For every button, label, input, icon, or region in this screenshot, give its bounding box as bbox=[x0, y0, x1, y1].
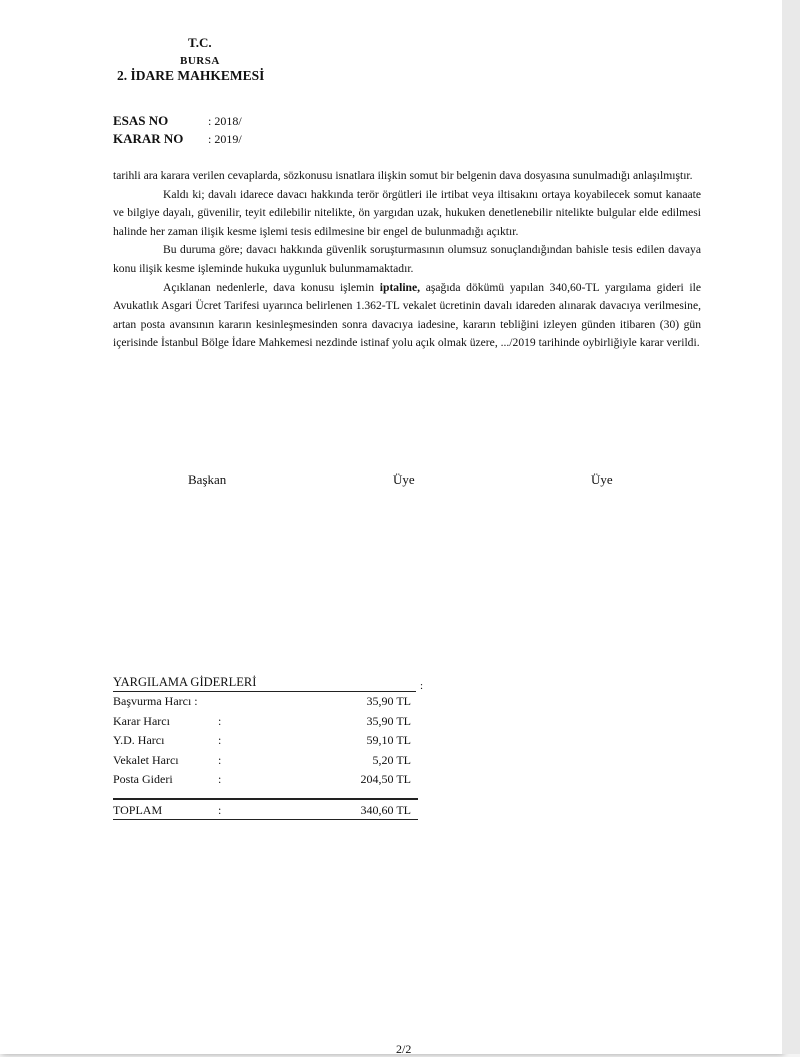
page-edge bbox=[782, 0, 800, 1054]
costs-title bbox=[113, 675, 423, 692]
cost-row bbox=[113, 692, 423, 712]
esas-no-line bbox=[113, 113, 242, 129]
header-city: BURSA bbox=[180, 55, 220, 67]
paragraph-4-bold: iptaline, bbox=[379, 280, 421, 294]
cost-label: Y.D. Harcı bbox=[113, 733, 165, 747]
costs-table bbox=[113, 675, 423, 820]
cost-separator: : bbox=[218, 733, 222, 747]
total-row bbox=[113, 801, 423, 819]
karar-no-line bbox=[113, 131, 242, 147]
cost-separator: : bbox=[218, 752, 222, 767]
cost-label: Vekalet Harcı bbox=[113, 752, 179, 767]
karar-no-value: : 2019/ bbox=[208, 132, 242, 146]
cost-row bbox=[113, 751, 423, 771]
cost-row bbox=[113, 731, 423, 751]
signature-uye-1: Üye bbox=[393, 472, 415, 487]
header-tc: T.C. bbox=[188, 35, 212, 50]
paragraph-4-part-b: aşağıda dökümü yapılan 340,60-TL yargılama gideri ile Avukatlık Asgari Ücret Tarifesi uyarınca belirlenen 1.362-TL vekalet ücretinin davalı idareden alınarak davacıya verilmesine, artan posta avansının kararın kesinleşmesinden sonra davacıya iadesine, kararın tebliğini izleyen günden itibaren (30) gün içerisinde İstanbul Bölge İdare Mahkemesi nezdinde istinaf yolu açık olmak üzere, .../2019 tarihinde oybirliğiyle karar verildi. bbox=[113, 280, 701, 350]
cost-amount: 35,90 TL bbox=[366, 694, 411, 708]
costs-title-colon: : bbox=[419, 680, 423, 692]
paragraph-2: Kaldı ki; davalı idarece davacı hakkında terör örgütleri ile irtibat veya iltisakını ortaya koyabilecek somut kanaate ve bilgiye dayalı, güvenilir, teyit edilebilir nitelikte, ön yargıdan uzak, hukuken denetlenebilir nitelikte bulgular elde edilmesi halinde her zaman ilişik kesme işlemi tesis edilmesine bir engel de bulunmadığı açıktır. bbox=[113, 187, 701, 238]
page-number: 2/2 bbox=[396, 1042, 412, 1056]
cost-amount: 35,90 TL bbox=[366, 713, 411, 728]
paragraph-4-part-a: Açıklanan nedenlerle, dava konusu işlemin bbox=[163, 280, 380, 294]
total-label: TOPLAM bbox=[113, 802, 163, 817]
paragraph-4 bbox=[113, 279, 701, 353]
decision-body bbox=[113, 167, 701, 353]
cost-row bbox=[113, 770, 423, 790]
karar-no-label: KARAR NO bbox=[113, 131, 184, 146]
paragraph-3: Bu duruma göre; davacı hakkında güvenlik soruşturmasının olumsuz sonuçlandığından bahisle tesis edilen davaya konu ilişik kesme işleminde hukuka uygunluk bulunmamaktadır. bbox=[113, 243, 701, 275]
cost-separator: : bbox=[218, 772, 222, 786]
cost-separator: : bbox=[218, 713, 222, 728]
cost-label: Karar Harcı bbox=[113, 713, 170, 728]
cost-row bbox=[113, 712, 423, 732]
total-amount: 340,60 TL bbox=[360, 802, 411, 817]
esas-no-value: : 2018/ bbox=[208, 114, 242, 128]
signature-uye-2: Üye bbox=[591, 472, 613, 487]
total-underline bbox=[113, 819, 418, 820]
costs-title-text: YARGILAMA GİDERLERİ bbox=[113, 675, 257, 689]
cost-label: Başvurma Harcı : bbox=[113, 694, 198, 708]
header-court: 2. İDARE MAHKEMESİ bbox=[117, 68, 265, 83]
cost-label: Posta Gideri bbox=[113, 772, 173, 786]
signature-baskan: Başkan bbox=[188, 472, 227, 487]
cost-amount: 59,10 TL bbox=[366, 733, 411, 747]
paragraph-1: tarihli ara karara verilen cevaplarda, sözkonusu isnatlara ilişkin somut bir belgenin dava dosyasına sunulmadığı anlaşılmıştır. bbox=[113, 169, 693, 182]
total-separator: : bbox=[218, 802, 222, 817]
cost-amount: 5,20 TL bbox=[372, 752, 411, 767]
total-divider bbox=[113, 798, 418, 800]
esas-no-label: ESAS NO bbox=[113, 113, 169, 128]
cost-amount: 204,50 TL bbox=[360, 772, 411, 786]
